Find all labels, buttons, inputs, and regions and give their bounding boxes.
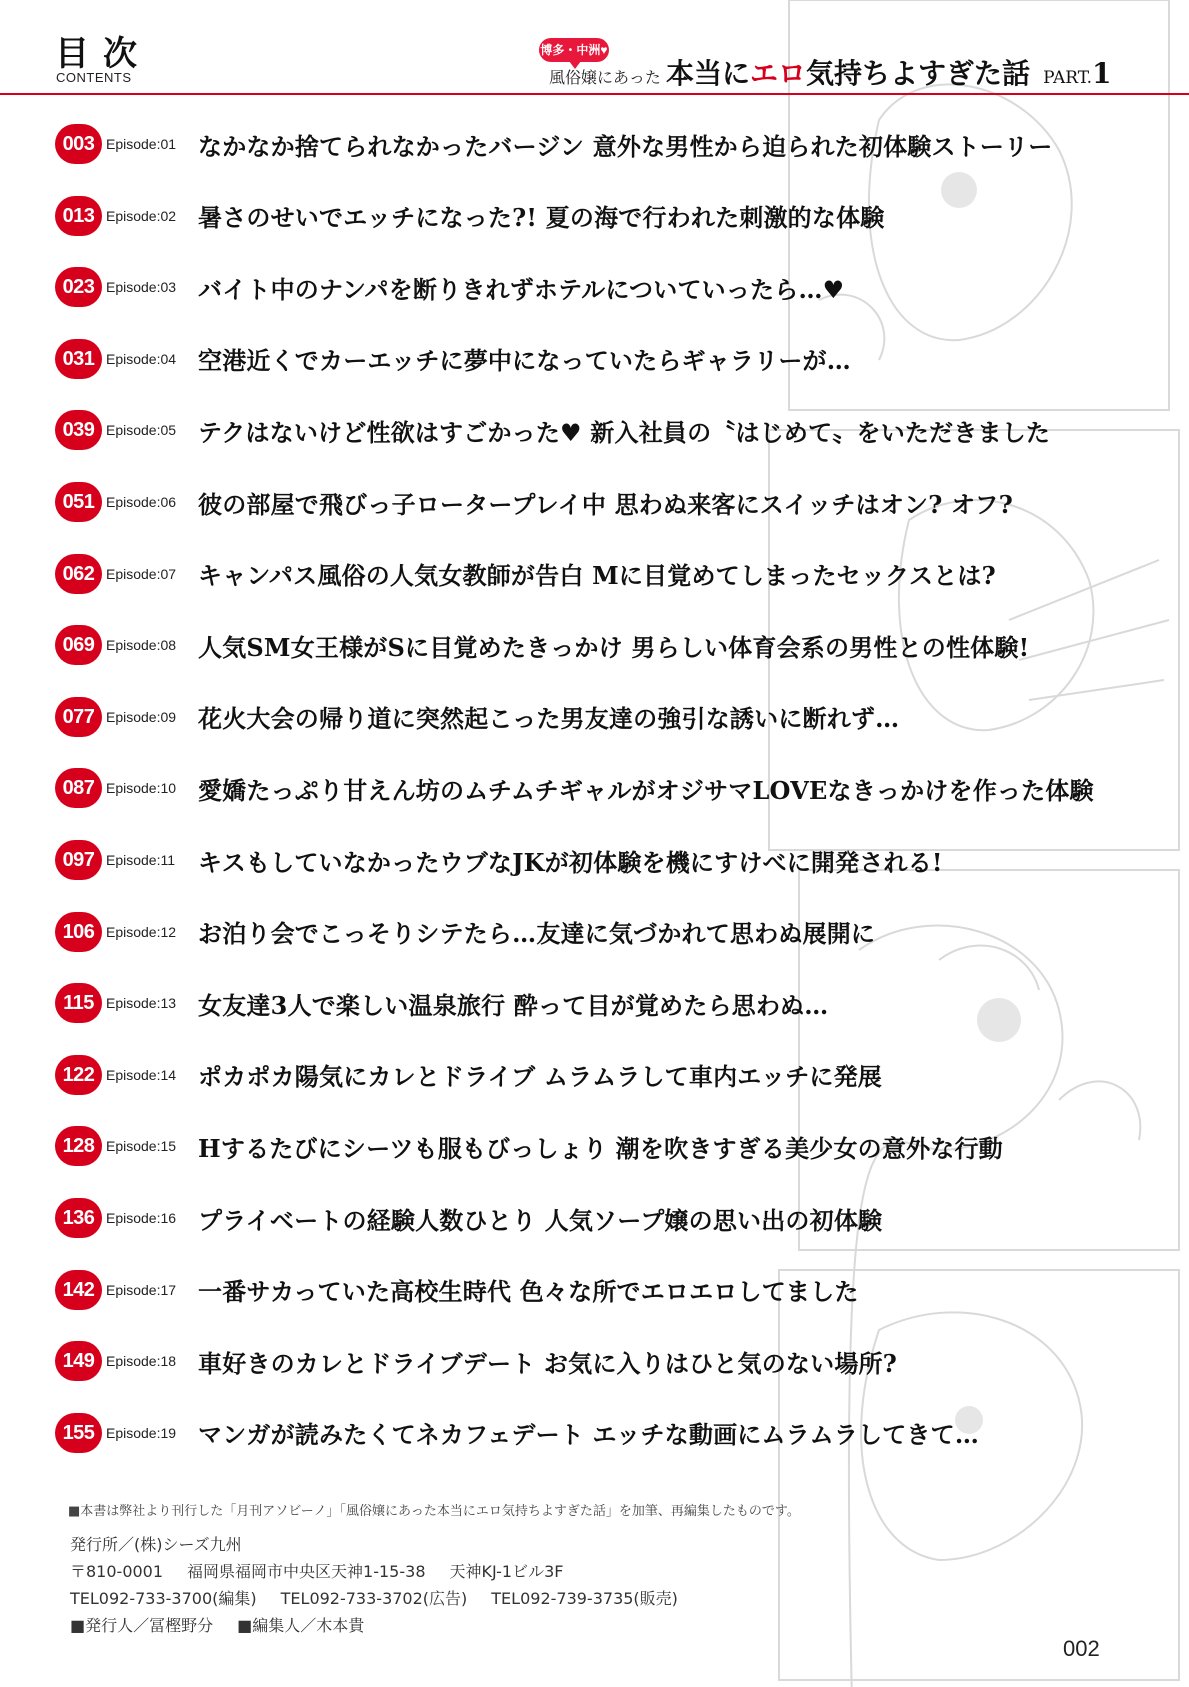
- episode-title: Hするたびにシーツも服もびっしょり 潮を吹きすぎる美少女の意外な行動: [198, 1133, 1003, 1163]
- postal-code: 〒810-0001: [70, 1562, 164, 1581]
- toc-item[interactable]: [55, 265, 844, 309]
- book-title-block: [539, 36, 1139, 92]
- episode-label: Episode:15: [106, 1138, 177, 1155]
- episode-label: Episode:11: [106, 852, 176, 868]
- page-number-badge: 031: [55, 339, 102, 379]
- tel-sales: TEL092-739-3735(販売): [491, 1589, 678, 1608]
- toc-item[interactable]: [55, 1268, 859, 1312]
- episode-title: 空港近くでカーエッチに夢中になっていたらギャラリーが…: [198, 346, 851, 376]
- episode-label: Episode:09: [106, 708, 177, 725]
- toc-item[interactable]: [55, 122, 1052, 166]
- episode-title: 一番サカっていた高校生時代 色々な所でエロエロしてました: [198, 1277, 859, 1307]
- episode-title: プライベートの経験人数ひとり 人気ソープ嬢の思い出の初体験: [198, 1205, 883, 1235]
- page-number-badge: 136: [55, 1198, 102, 1238]
- building-name: 天神KJ-1ビル3F: [449, 1562, 564, 1581]
- episode-label: Episode:10: [106, 780, 177, 797]
- page-number-badge: 023: [55, 267, 102, 307]
- toc-item[interactable]: [55, 552, 996, 596]
- page-number-badge: 069: [55, 625, 102, 665]
- episode-label: Episode:08: [106, 637, 177, 654]
- episode-title: なかなか捨てられなかったバージン 意外な男性から迫られた初体験ストーリー: [198, 131, 1053, 161]
- toc-item[interactable]: [55, 981, 828, 1025]
- page-number-badge: 128: [55, 1126, 102, 1166]
- location-tag: 博多・中洲♥: [539, 38, 609, 62]
- episode-label: Episode:06: [106, 494, 177, 510]
- toc-item[interactable]: [55, 1124, 1003, 1168]
- episode-title: お泊り会でこっそりシテたら…友達に気づかれて思わぬ展開に: [198, 919, 876, 949]
- page-number: 002: [1063, 1636, 1100, 1661]
- episode-title: ポカポカ陽気にカレとドライブ ムラムラして車内エッチに発展: [198, 1062, 882, 1092]
- episode-label: Episode:12: [106, 923, 177, 940]
- toc-item[interactable]: [55, 695, 899, 739]
- episode-title: 彼の部屋で飛びっ子ロータープレイ中 思わぬ来客にスイッチはオン? オフ?: [198, 489, 1013, 519]
- colophon-publisher: 発行所／(株)シーズ九州: [70, 1535, 242, 1554]
- episode-label: Episode:01: [106, 136, 177, 152]
- toc-item[interactable]: [55, 910, 875, 954]
- episode-title: キスもしていなかったウブなJKが初体験を機にすけべに開発される!: [198, 847, 943, 877]
- toc-item[interactable]: [55, 1053, 882, 1097]
- episode-title: マンガが読みたくてネカフェデート エッチな動画にムラムラしてきて…: [198, 1420, 980, 1450]
- book-title-main: [666, 57, 1030, 90]
- toc-item[interactable]: [55, 408, 1050, 452]
- toc-item[interactable]: [55, 1339, 897, 1383]
- episode-title: 車好きのカレとドライブデート お気に入りはひと気のない場所?: [198, 1348, 897, 1378]
- page-number-badge: 122: [55, 1055, 102, 1095]
- page-title: 目次: [55, 34, 151, 74]
- episode-label: Episode:04: [106, 350, 177, 367]
- episode-label: Episode:16: [106, 1210, 177, 1226]
- book-title-part-2: 気持ちよすぎた話: [805, 57, 1030, 90]
- colophon-staff: [70, 1612, 870, 1639]
- episode-label: Episode:13: [106, 995, 177, 1012]
- street-address: 福岡県福岡市中央区天神1-15-38: [187, 1562, 426, 1581]
- episode-label: Episode:18: [106, 1353, 177, 1370]
- book-title-prefix: 風俗嬢にあった: [549, 68, 661, 87]
- episode-title: キャンパス風俗の人気女教師が告白 Mに目覚めてしまったセックスとは?: [198, 561, 996, 591]
- page-number-badge: 062: [55, 554, 102, 594]
- page-number-badge: 097: [55, 840, 102, 880]
- colophon-phones: [70, 1585, 870, 1612]
- page-number-badge: 142: [55, 1270, 102, 1310]
- toc-item[interactable]: [55, 480, 1013, 524]
- tel-advertising: TEL092-733-3702(広告): [280, 1589, 468, 1608]
- toc-item[interactable]: [55, 1411, 979, 1455]
- episode-title: 人気SM女王様がSに目覚めたきっかけ 男らしい体育会系の男性との性体験!: [198, 632, 1030, 662]
- colophon: [70, 1500, 870, 1639]
- page-number-badge: 155: [55, 1413, 102, 1453]
- toc-item[interactable]: [55, 1196, 882, 1240]
- book-part: [1043, 57, 1112, 90]
- book-part-label: PART.: [1043, 68, 1092, 88]
- episode-title: テクはないけど性欲はすごかった♥ 新入社員の〝はじめて〟をいただきました: [198, 417, 1051, 447]
- episode-label: Episode:07: [106, 565, 177, 582]
- page-number-badge: 106: [55, 912, 102, 952]
- page-subtitle: CONTENTS: [56, 70, 132, 85]
- page-number-badge: 115: [55, 983, 102, 1023]
- tel-editorial: TEL092-733-3700(編集): [70, 1589, 257, 1608]
- colophon-address: [70, 1558, 870, 1585]
- episode-label: Episode:05: [106, 422, 177, 439]
- episode-label: Episode:19: [106, 1424, 177, 1441]
- book-part-number: 1: [1091, 57, 1112, 90]
- episode-label: Episode:03: [106, 279, 177, 296]
- episode-title: 女友達3人で楽しい温泉旅行 酔って目が覚めたら思わぬ…: [198, 990, 829, 1020]
- page-number-badge: 077: [55, 697, 102, 737]
- toc-item[interactable]: [55, 337, 851, 381]
- page-number-badge: 003: [55, 124, 102, 164]
- header-divider: [0, 93, 1189, 95]
- toc-item[interactable]: [55, 766, 1094, 810]
- episode-title: 愛嬌たっぷり甘えん坊のムチムチギャルがオジサマLOVEなきっかけを作った体験: [198, 775, 1094, 805]
- episode-label: Episode:17: [106, 1281, 177, 1298]
- editor: ■編集人／木本貴: [237, 1616, 365, 1635]
- page-number-badge: 039: [55, 410, 102, 450]
- page-number-badge: 087: [55, 768, 102, 808]
- book-title-highlight: エロ: [749, 57, 806, 90]
- episode-title: 暑さのせいでエッチになった?! 夏の海で行われた刺激的な体験: [198, 203, 885, 233]
- episode-title: 花火大会の帰り道に突然起こった男友達の強引な誘いに断れず…: [198, 704, 900, 734]
- colophon-note: ■本書は弊社より刊行した「月刊アソビーノ」「風俗嬢にあった本当にエロ気持ちよすぎた話」を加筆、再編集したものです。: [68, 1504, 800, 1519]
- book-title-line: [549, 52, 1111, 92]
- toc-item[interactable]: [55, 838, 943, 882]
- page-number-badge: 051: [55, 482, 102, 522]
- issuer: ■発行人／冨樫野分: [70, 1616, 214, 1635]
- page-number-badge: 149: [55, 1341, 102, 1381]
- page-number-badge: 013: [55, 196, 102, 236]
- book-title-part-1: 本当に: [665, 57, 750, 90]
- episode-title: バイト中のナンパを断りきれずホテルについていったら…♥: [198, 274, 845, 304]
- toc-item[interactable]: [55, 623, 1029, 667]
- episode-label: Episode:14: [106, 1066, 177, 1083]
- episode-label: Episode:02: [106, 207, 177, 224]
- toc-item[interactable]: [55, 194, 884, 238]
